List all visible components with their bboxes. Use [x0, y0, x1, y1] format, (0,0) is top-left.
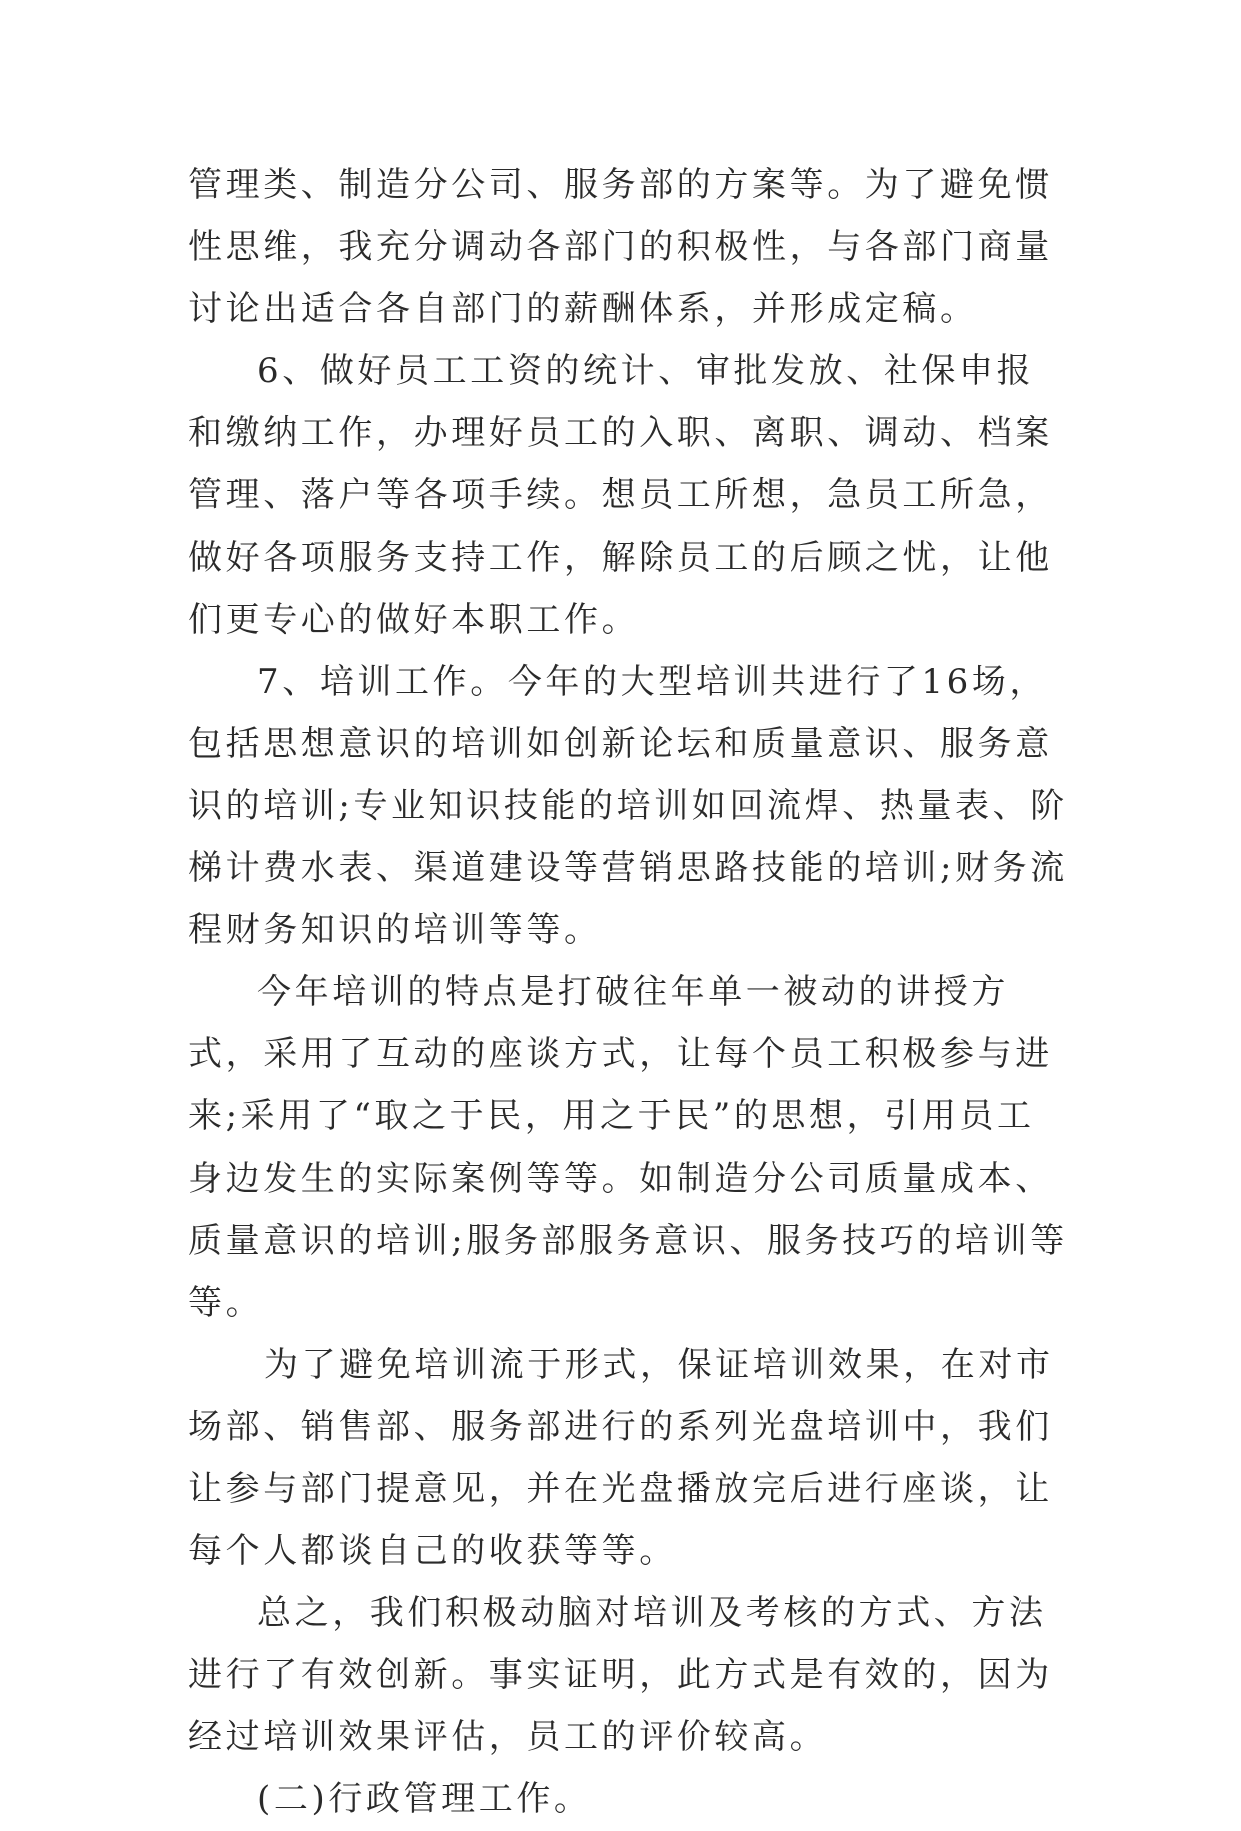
paragraph-summary: 总之，我们积极动脑对培训及考核的方式、方法进行了有效创新。事实证明，此方式是有效的，因为经过培训效果评估，员工的评价较高。	[188, 1593, 1053, 1758]
paragraph-training-work: 7、培训工作。今年的大型培训共进行了16场，包括思想意识的培训如创新论坛和质量意识、服务意识的培训;专业知识技能的培训如回流焊、热量表、阶梯计费水表、渠道建设等营销思路技能的培训;财务流程财务知识的培训等等。	[188, 661, 1068, 951]
paragraph-salary-system: 管理类、制造分公司、服务部的方案等。为了避免惯性思维，我充分调动各部门的积极性，与各部门商量讨论出适合各自部门的薪酬体系，并形成定稿。	[188, 165, 1053, 330]
paragraph-training-features: 今年培训的特点是打破往年单一被动的讲授方式，采用了互动的座谈方式，让每个员工积极参与进来;采用了“取之于民，用之于民”的思想，引用员工身边发生的实际案例等等。如制造分公司质量成本、质量意识的培训;服务部服务意识、服务技巧的培训等等。	[188, 972, 1068, 1323]
paragraph-training-effect: 为了避免培训流于形式，保证培训效果，在对市场部、销售部、服务部进行的系列光盘培训中，我们让参与部门提意见，并在光盘播放完后进行座谈，让每个人都谈自己的收获等等。	[188, 1344, 1054, 1572]
document-body	[188, 154, 1068, 1831]
paragraph-payroll-duties: 6、做好员工工资的统计、审批发放、社保申报和缴纳工作，办理好员工的入职、离职、调动、档案管理、落户等各项手续。想员工所想，急员工所急，做好各项服务支持工作，解除员工的后顾之忧，让他们更专心的做好本职工作。	[188, 351, 1053, 640]
section-heading-admin-work: (二)行政管理工作。	[257, 1779, 592, 1820]
